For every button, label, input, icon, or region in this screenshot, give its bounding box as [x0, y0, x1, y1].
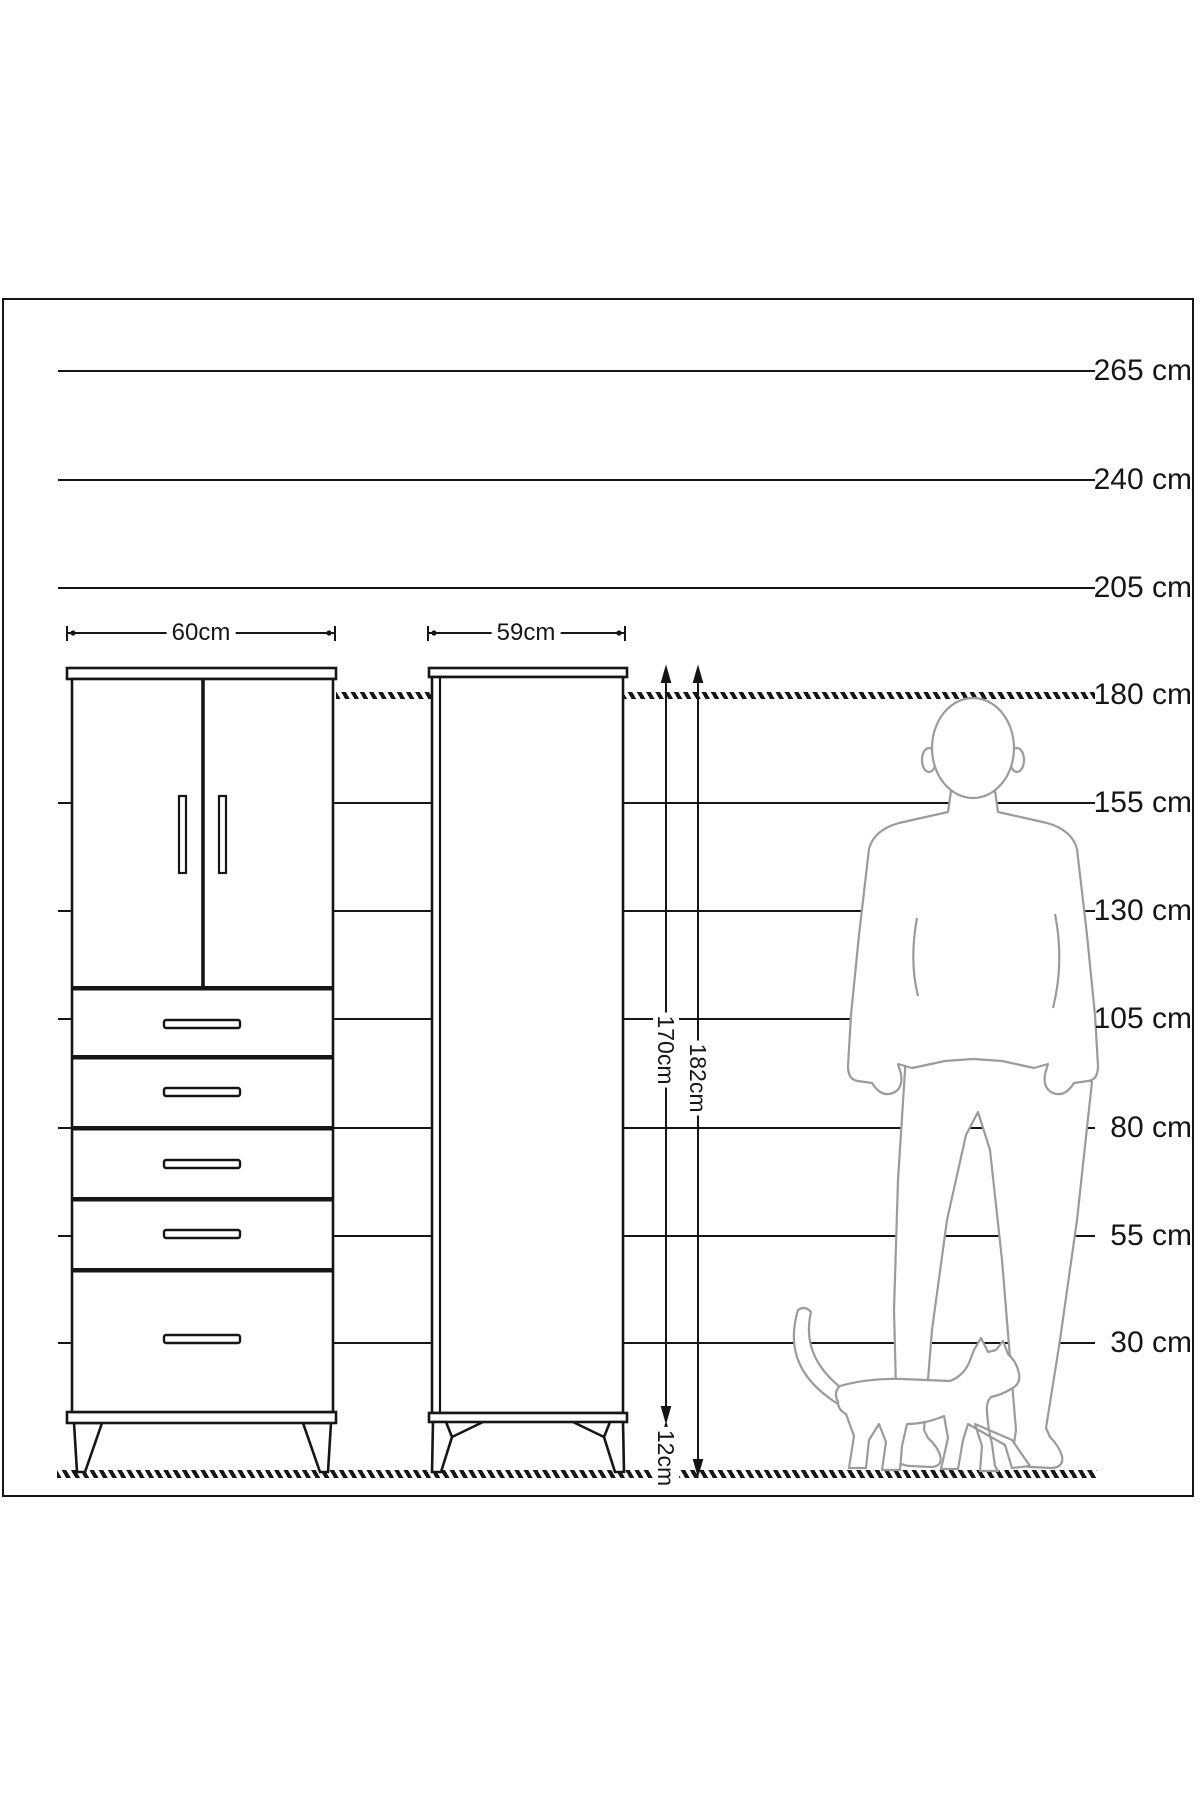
left-cabinet-top-slab: [67, 668, 336, 679]
drawer-handle-2: [164, 1088, 240, 1096]
height-label-155: 155 cm: [1093, 786, 1192, 819]
drawer-handle-3: [164, 1160, 240, 1168]
dim-label-182cm: 182cm: [685, 1040, 711, 1115]
drawer-separator-3: [72, 1197, 333, 1202]
left-cabinet: [67, 668, 336, 1472]
dim-182-arrow-top: [694, 668, 702, 682]
drawer-handle-4: [164, 1230, 240, 1238]
dim-label-59cm: 59cm: [492, 620, 561, 646]
height-label-265: 265 cm: [1093, 354, 1192, 387]
drawer-separator-1: [72, 1055, 333, 1060]
height-label-30: 30 cm: [1110, 1326, 1192, 1359]
dim-60-end-right: [326, 630, 331, 635]
man-head: [932, 698, 1014, 798]
left-cabinet-leg-right: [303, 1423, 331, 1472]
dim-182-arrow-bottom: [694, 1460, 702, 1474]
tall-cabinet-bottom-slab: [429, 1413, 627, 1422]
tall-cabinet-leg-left-brace: [452, 1422, 483, 1437]
height-label-205: 205 cm: [1093, 571, 1192, 604]
left-cabinet-leg-left: [74, 1423, 102, 1472]
drawer-handle-5: [164, 1335, 240, 1343]
drawer-handle-1: [164, 1020, 240, 1028]
drawer-separator-2: [72, 1126, 333, 1131]
height-label-130: 130 cm: [1093, 894, 1192, 927]
tall-cabinet-body: [432, 677, 623, 1413]
left-door-handle-right: [219, 796, 226, 873]
dim-170-arrow-bottom: [662, 1407, 670, 1421]
left-cabinet-bottom-slab: [67, 1412, 336, 1423]
dim-170-arrow-top: [662, 668, 670, 682]
height-label-180: 180 cm: [1093, 678, 1192, 711]
tall-cabinet: [429, 668, 627, 1472]
left-cabinet-door-rail: [72, 986, 333, 991]
dim-label-170cm: 170cm: [653, 1012, 679, 1087]
height-label-105: 105 cm: [1093, 1002, 1192, 1035]
dim-59-end-left: [431, 630, 436, 635]
man-jacket: [848, 791, 1098, 1094]
tall-cabinet-leg-right: [604, 1422, 624, 1472]
tall-cabinet-leg-right-brace: [573, 1422, 604, 1437]
dim-60-end-left: [70, 630, 75, 635]
height-label-80: 80 cm: [1110, 1111, 1192, 1144]
dim-label-60cm: 60cm: [167, 620, 236, 646]
left-door-handle-left: [179, 796, 186, 873]
dim-59-end-right: [616, 630, 621, 635]
height-label-55: 55 cm: [1110, 1219, 1192, 1252]
tall-cabinet-leg-left: [432, 1422, 452, 1472]
height-label-240: 240 cm: [1093, 463, 1192, 496]
dim-label-12cm: 12cm: [653, 1427, 679, 1489]
tall-cabinet-top-slab: [429, 668, 627, 677]
drawer-separator-4: [72, 1268, 333, 1273]
